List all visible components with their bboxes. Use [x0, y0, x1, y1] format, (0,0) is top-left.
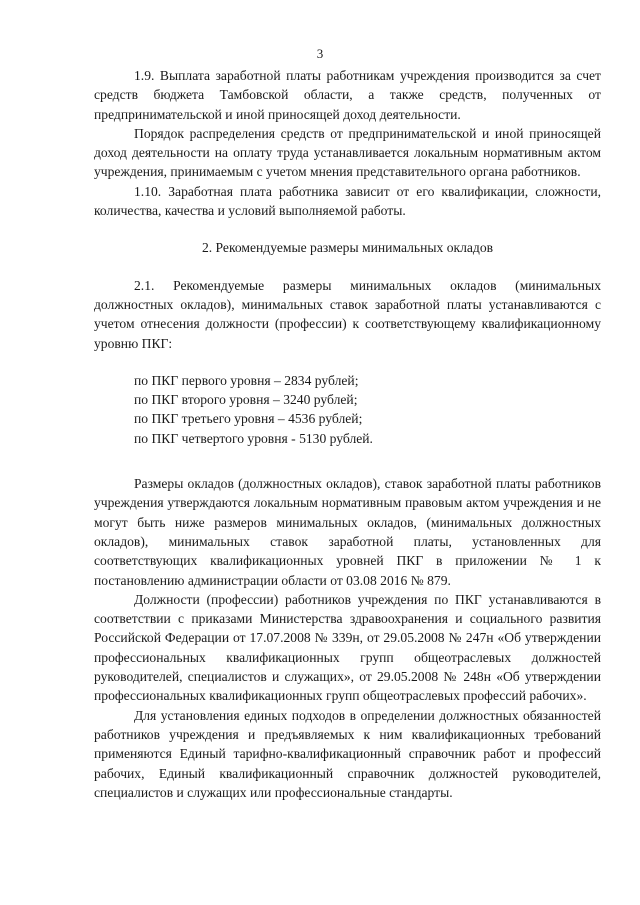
- list-item: по ПКГ второго уровня – 3240 рублей;: [134, 392, 358, 408]
- pkg-levels-list: [94, 371, 601, 448]
- paragraph-unified-approaches: Для установления единых подходов в определении должностных обязанностей работников учреждения и предъявляемых к ним квалификационных требований применяются Единый тарифно-квалификационный справочник работ и профессий рабочих, Единый квалификационный справочник должностей руководителей, специалистов и служащих или профессиональные стандарты.: [94, 707, 601, 800]
- list-item: по ПКГ четвертого уровня - 5130 рублей.: [134, 430, 373, 446]
- paragraph-distribution-order: Порядок распределения средств от предпринимательской и иной приносящей доход деятельности на оплату труда устанавливается локальным нормативным актом учреждения, принимаемым с учетом мнения представительного органа работников.: [94, 125, 601, 180]
- paragraph-salary-sizes: Размеры окладов (должностных окладов), ставок заработной платы работников учреждения утверждаются локальным нормативным правовым актом учреждения и не могут быть ниже размеров минимальных окладов, (минимальных должностных окладов), минимальных ставок заработной платы, установленных для соответствующих квалификационных уровней ПКГ в приложении № 1 к постановлению администрации области от 03.08 2016 № 879.: [94, 476, 601, 588]
- paragraph-1-10: 1.10. Заработная плата работника зависит от его квалификации, сложности, количества, качества и условий выполняемой работы.: [94, 183, 601, 219]
- list-item: по ПКГ третьего уровня – 4536 рублей;: [134, 411, 363, 427]
- paragraph-2-1: 2.1. Рекомендуемые размеры минимальных окладов (минимальных должностных окладов), минимальных ставок заработной платы устанавливаются с учетом отнесения должности (профессии) к соответствующему квалификационному уровню ПКГ:: [94, 277, 601, 351]
- page-number: 3: [316, 46, 324, 61]
- paragraph-1-9: 1.9. Выплата заработной платы работникам учреждения производится за счет средств бюджета Тамбовской области, а также средств, полученных от предпринимательской и иной приносящей доход деятельности.: [94, 68, 601, 122]
- section-heading: 2. Рекомендуемые размеры минимальных окладов: [201, 240, 494, 256]
- document-body: [94, 66, 601, 802]
- list-item: по ПКГ первого уровня – 2834 рублей;: [134, 372, 359, 388]
- paragraph-positions: Должности (профессии) работников учреждения по ПКГ устанавливаются в соответствии с приказами Министерства здравоохранения и социального развития Российской Федерации от 17.07.2008 № 339н, от 29.05.2008 № 247н «Об утверждении профессиональных квалификационных групп общеотраслевых должностей руководителей, специалистов и служащих», от 29.05.2008 № 248н «Об утверждении профессиональных квалификационных групп общеотраслевых профессий рабочих».: [94, 591, 601, 704]
